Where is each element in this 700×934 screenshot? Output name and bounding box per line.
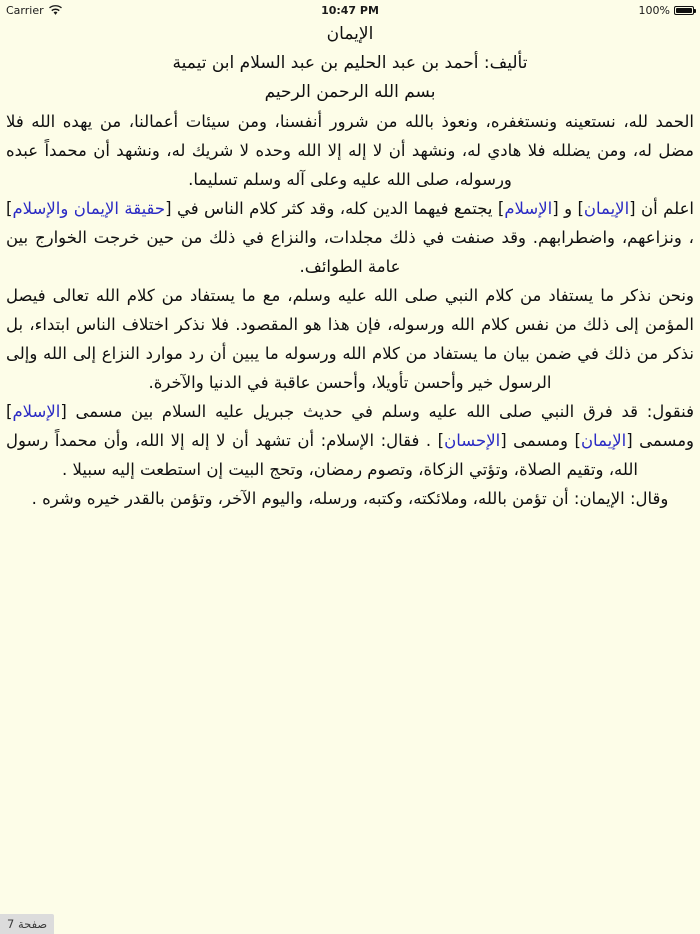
paragraph-text: وقال: الإيمان: أن تؤمن بالله، وملائكته، وكتبه، ورسله، واليوم الآخر، وتؤمن بالقدر خيره وشره . <box>31 489 669 508</box>
paragraph-container <box>6 107 694 513</box>
carrier-label: Carrier <box>6 3 44 17</box>
body-paragraph <box>6 194 694 281</box>
battery-percent-label: 100% <box>638 3 670 17</box>
paragraph-text: ونحن نذكر ما يستفاد من كلام النبي صلى الله عليه وسلم، مع ما يستفاد من كلام الله تعالى فيصل المؤمن إلى ذلك من نفس كلام الله ورسوله، فإن هذا هو المقصود. فلا نذكر اختلاف الناس ابتداء، بل نذكر من ذلك في ضمن بيان ما يستفاد من كلام الله ورسوله ما يبين أن رد موارد النزاع إلى الله وإلى الرسول خير وأحسن تأويلا، وأحسن عاقبة في الدنيا والآخرة. <box>6 286 694 392</box>
book-page-content[interactable] <box>0 20 700 934</box>
battery-fill <box>676 8 692 13</box>
paragraph-text: ] . فقال: الإسلام: أن تشهد أن لا إله إلا الله، وأن محمداً رسول الله، وتقيم الصلاة، وتؤتي الزكاة، وتصوم رمضان، وتحج البيت إن استطعت إليه سبيلا . <box>6 431 638 479</box>
basmala-line: بسم الله الرحمن الرحيم <box>264 82 436 102</box>
body-paragraph <box>6 107 694 194</box>
book-author-line: تأليف: أحمد بن عبد الحليم بن عبد السلام ابن تيمية <box>172 53 528 73</box>
paragraph-text: ] يجتمع فيهما الدين كله، وقد كثر كلام الناس في [ <box>165 199 505 218</box>
reference-link[interactable]: الإيمان <box>583 199 630 218</box>
paragraph-text: ] ، ونزاعهم، واضطرابهم. وقد صنفت في ذلك مجلدات، والنزاع في ذلك من حين خرجت الخوارج بين عامة الطوائف. <box>6 199 694 276</box>
body-paragraph <box>6 281 694 397</box>
status-bar <box>0 0 700 20</box>
paragraph-text: الحمد لله، نستعينه ونستغفره، ونعوذ بالله من شرور أنفسنا، ومن سيئات أعمالنا، من يهده الله فلا مضل له، ومن يضلله فلا هادي له، ونشهد أن لا إله إلا الله وحده لا شريك له، ونشهد أن محمداً عبده ورسوله، صلى الله عليه وعلى آله وسلم تسليما. <box>6 112 694 189</box>
paragraph-text: ] ومسمى [ <box>500 431 581 450</box>
paragraph-text: اعلم أن [ <box>629 199 694 218</box>
reference-link[interactable]: الإيمان <box>580 431 627 450</box>
battery-full-icon <box>674 6 694 15</box>
status-bar-right <box>639 4 694 17</box>
reference-link[interactable]: الإسلام <box>12 402 61 421</box>
body-paragraph <box>6 397 694 484</box>
paragraph-text: ] و [ <box>552 199 584 218</box>
status-bar-clock: 10:47 PM <box>321 3 379 17</box>
page-number-indicator: صفحة 7 <box>0 914 54 934</box>
paragraph-text: فنقول: قد فرق النبي صلى الله عليه وسلم في حديث جبريل عليه السلام بين مسمى [ <box>60 402 694 421</box>
reference-link[interactable]: الإسلام <box>504 199 553 218</box>
status-bar-left <box>6 4 62 17</box>
reference-link[interactable]: حقيقة الإيمان والإسلام <box>12 199 166 218</box>
book-title: الإيمان <box>326 24 374 44</box>
wifi-icon <box>49 5 62 16</box>
reference-link[interactable]: الإحسان <box>444 431 501 450</box>
paragraph-text: ] ومسمى [ <box>6 402 695 450</box>
body-paragraph <box>6 484 694 513</box>
